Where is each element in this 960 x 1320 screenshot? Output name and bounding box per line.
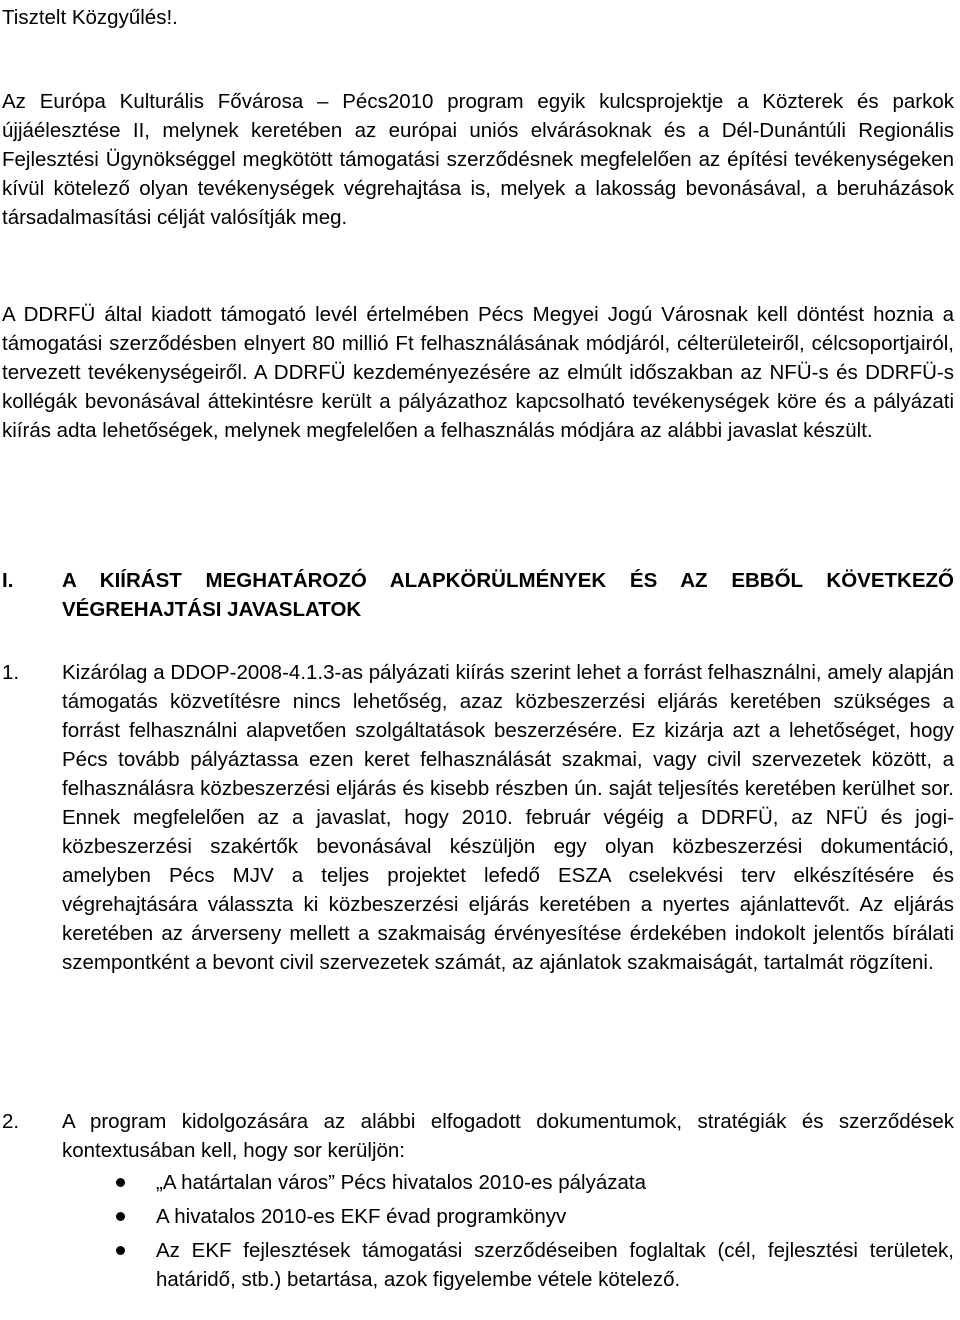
intro-paragraph: Az Európa Kulturális Fővárosa – Pécs2010 program egyik kulcsprojektje a Közterek és parkok újjáélesztése II, melynek keretében az európai uniós elvárásoknak és a Dél-Dunántúli Regionális Fejlesztési Ügynökséggel megkötött támogatási szerződésnek megfelelően az építési tevékenységeken kívül kötelező olyan tevékenységek végrehajtása is, melyek a lakosság bevonásával, a beruházások társadalmasítási célját valósítják meg.	[2, 90, 954, 229]
section-title: A KIÍRÁST MEGHATÁROZÓ ALAPKÖRÜLMÉNYEK ÉS AZ EBBŐL KÖVETKEZŐ VÉGREHAJTÁSI JAVASLATOK	[62, 569, 954, 621]
bullet-text: A hivatalos 2010-es EKF évad programkönyv	[156, 1205, 567, 1228]
bullet-text: „A határtalan város” Pécs hivatalos 2010-es pályázata	[156, 1171, 646, 1194]
item-number: 2.	[2, 1110, 20, 1133]
bullet-icon	[116, 1178, 125, 1187]
section-number: I.	[2, 569, 14, 592]
bullet-item	[110, 1168, 954, 1197]
item-number: 1.	[2, 661, 20, 684]
ddrfu-paragraph: A DDRFÜ által kiadott támogató levél értelmében Pécs Megyei Jogú Városnak kell döntést hoznia a támogatási szerződésben elnyert 80 millió Ft felhasználásának módjáról, célterületeiről, célcsoportjairól, tervezett tevékenységeiről. A DDRFÜ kezdeményezésére az elmúlt időszakban az NFÜ-s és DDRFÜ-s kollégák bevonásával áttekintésre került a pályázathoz kapcsolható tevékenységek köre és a pályázati kiírás adta lehetőségek, melynek megfelelően a felhasználás módjára az alábbi javaslat készült.	[2, 303, 954, 442]
bullet-text: Az EKF fejlesztések támogatási szerződéseiben foglaltak (cél, fejlesztési területek, határidő, stb.) betartása, azok figyelembe vétele kötelező.	[156, 1239, 954, 1291]
bullet-item	[110, 1202, 954, 1231]
greeting: Tisztelt Közgyűlés!.	[2, 6, 178, 29]
item-text: Kizárólag a DDOP-2008-4.1.3-as pályázati kiírás szerint lehet a forrást felhasználni, amely alapján támogatás közvetítésre nincs lehetőség, azaz közbeszerzési eljárás keretében szükséges a forrást felhasználni alapvetően szolgáltatások beszerzésére. Ez kizárja azt a lehetőséget, hogy Pécs tovább pályáztassa ezen keret felhasználását szakmai, vagy civil szervezetek között, a felhasználásra közbeszerzési eljárás és kisebb részben ún. saját teljesítés keretében kerülhet sor. Ennek megfelelően az a javaslat, hogy 2010. február végéig a DDRFÜ, az NFÜ és jogi-közbeszerzési szakértők bevonásával készüljön egy olyan közbeszerzési dokumentáció, amelyben Pécs MJV a teljes projektet lefedő ESZA cselekvési terv elkészítésére és végrehajtására válasszta ki közbeszerzési eljárás keretében a nyertes ajánlattevőt. Az eljárás keretében az árverseny mellett a szakmaiság érvényesítése érdekében indokolt jelentős bírálati szempontként a bevont civil szervezetek számát, az ajánlatok szakmaiságát, tartalmát rögzíteni.	[62, 661, 954, 974]
bullet-icon	[116, 1212, 125, 1221]
bullet-list	[110, 1168, 954, 1299]
bullet-item	[110, 1236, 954, 1294]
item-text: A program kidolgozására az alábbi elfogadott dokumentumok, stratégiák és szerződések kontextusában kell, hogy sor kerüljön:	[62, 1110, 954, 1162]
bullet-icon	[116, 1246, 125, 1255]
